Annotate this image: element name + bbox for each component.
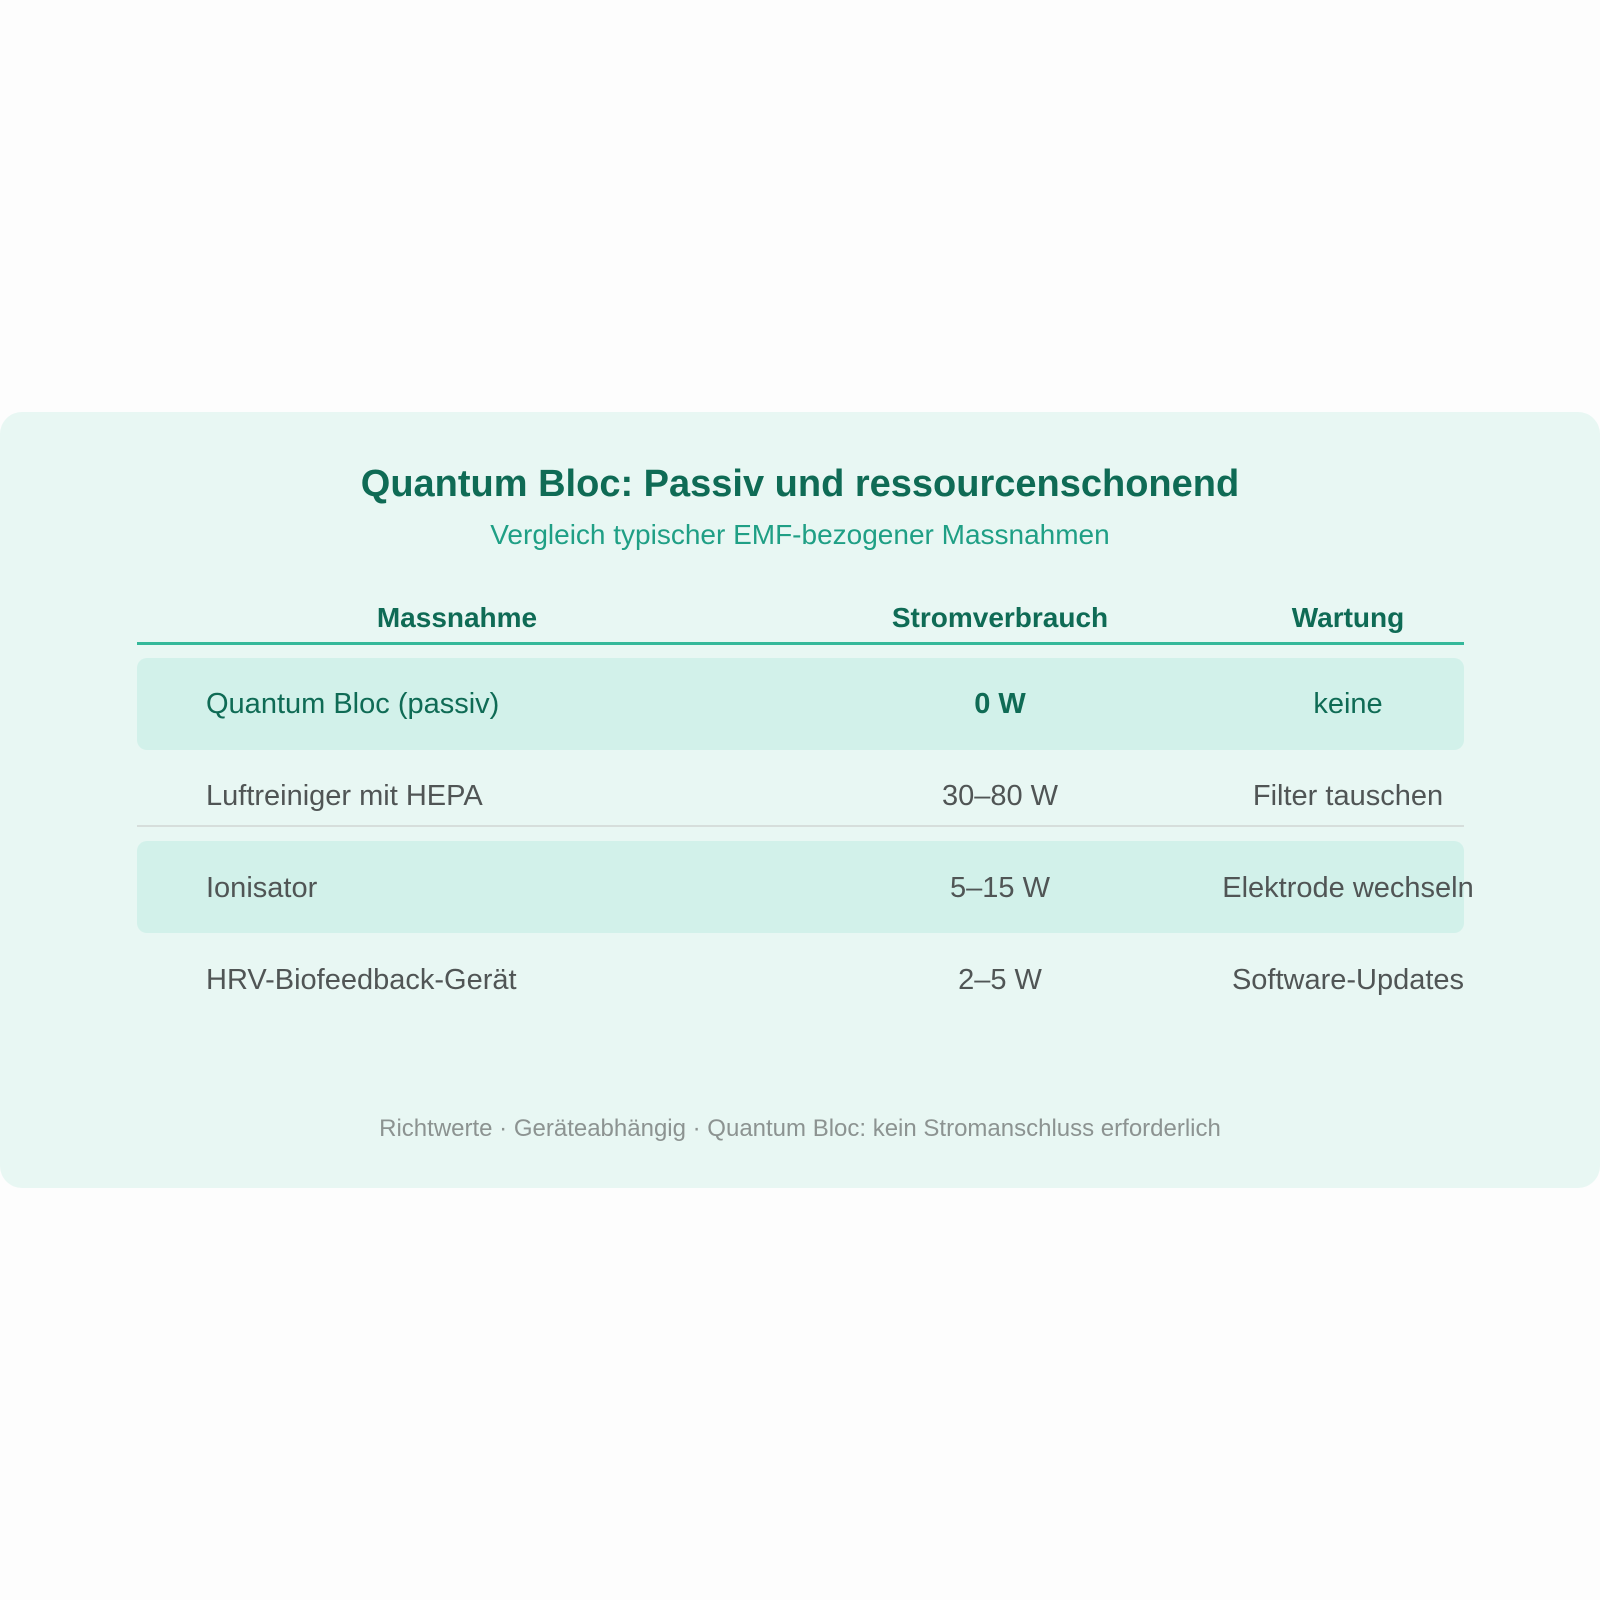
column-header-massnahme: Massnahme [376, 602, 538, 633]
chart-title: Quantum Bloc: Passiv und ressourcenschonend [360, 463, 1240, 505]
table-cell-massnahme: Quantum Bloc (passiv) [206, 688, 500, 720]
chart-subtitle: Vergleich typischer EMF-bezogener Massnahmen [490, 519, 1110, 550]
column-header-wartung: Wartung [1291, 602, 1405, 633]
row-divider [137, 825, 1464, 827]
table-cell-massnahme: Luftreiniger mit HEPA [206, 780, 483, 812]
header-rule [137, 642, 1464, 645]
table-cell-massnahme: Ionisator [206, 872, 318, 904]
table-cell-massnahme: HRV-Biofeedback-Gerät [206, 964, 517, 996]
footnote: Richtwerte · Geräteabhängig · Quantum Bloc: kein Stromanschluss erforderlich [379, 1115, 1221, 1142]
column-header-stromverbrauch: Stromverbrauch [891, 602, 1109, 633]
